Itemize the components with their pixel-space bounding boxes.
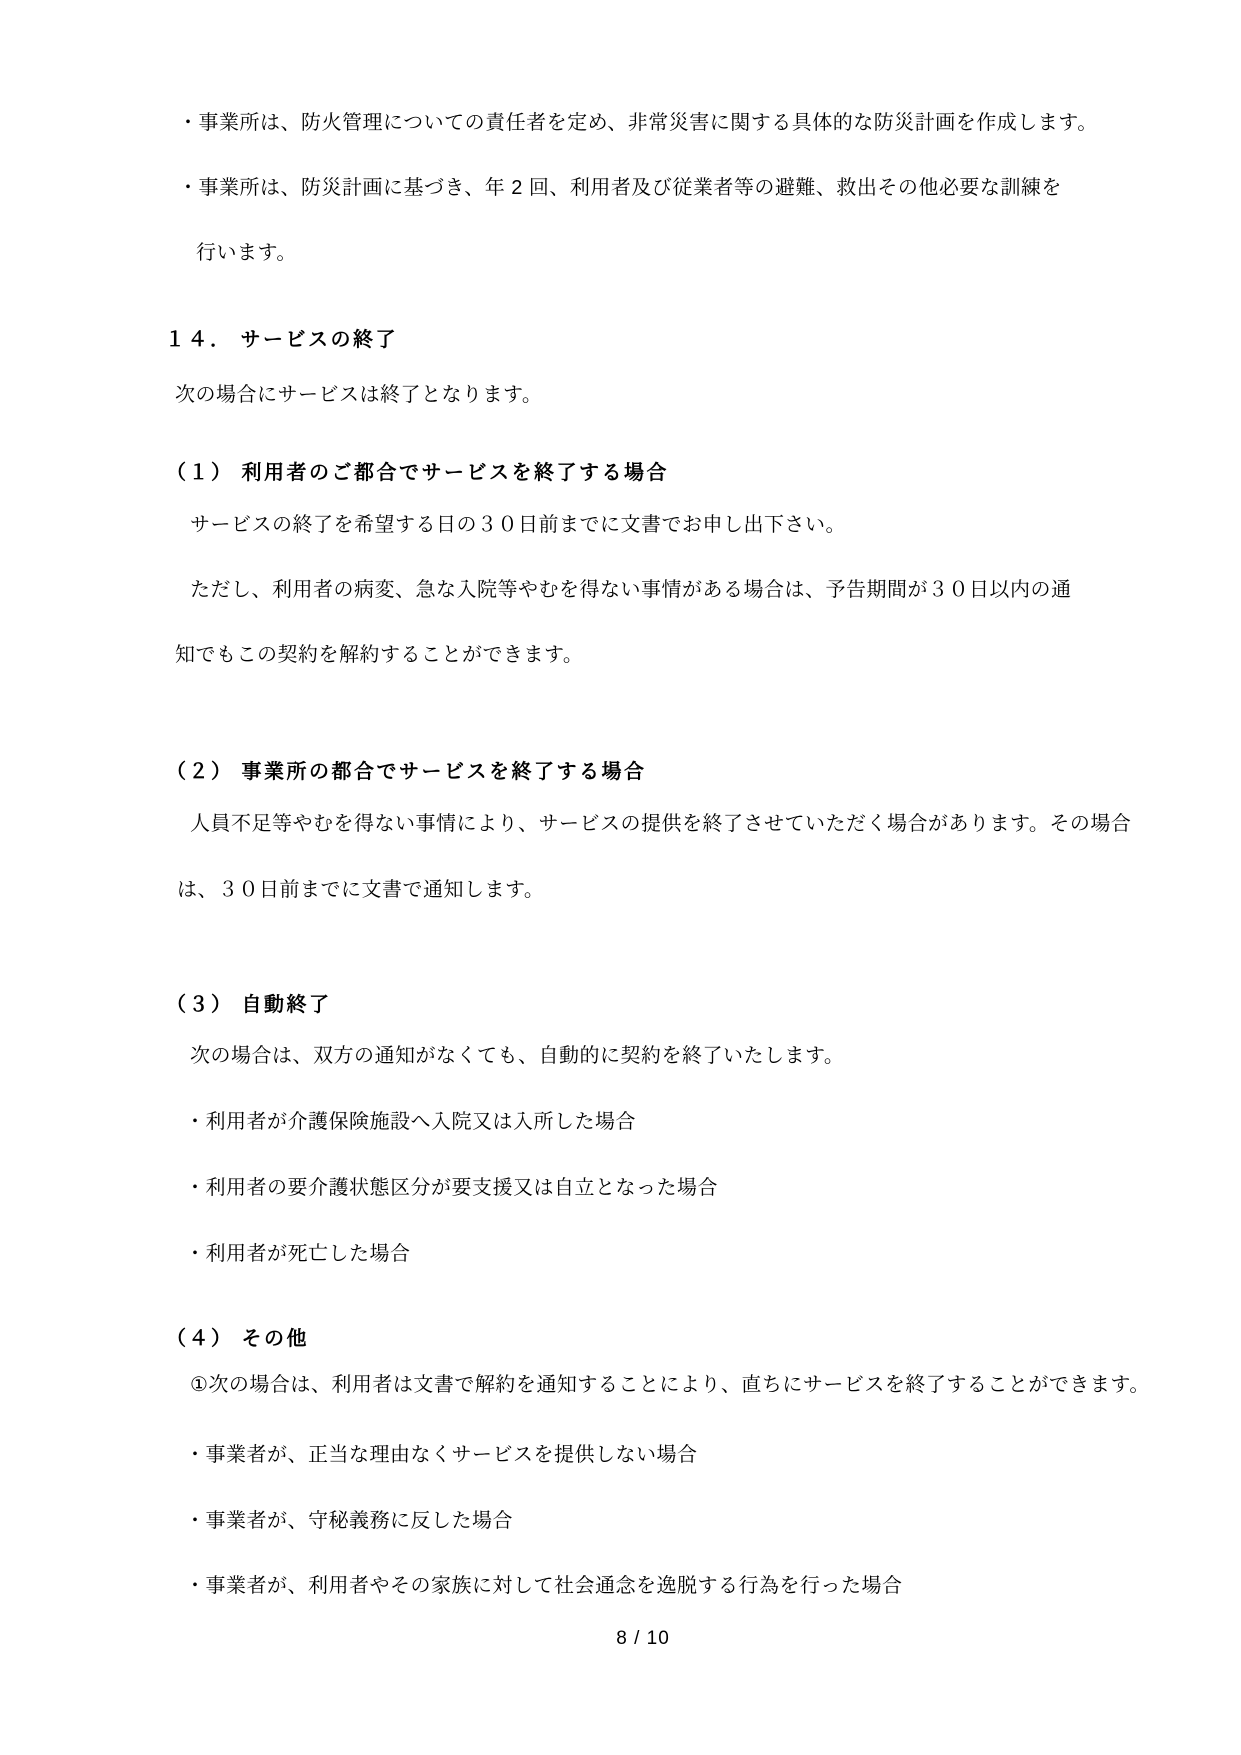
fire-safety-bullet-1: ・事業所は、防火管理についての責任者を定め、非常災害に関する具体的な防災計画を作成します。: [178, 112, 1098, 134]
clause-3-lead: 次の場合は、双方の通知がなくても、自動的に契約を終了いたします。: [190, 1045, 845, 1067]
section-14-heading: １４． サービスの終了: [165, 329, 399, 351]
clause-4-bullet-2: ・事業者が、守秘義務に反した場合: [185, 1510, 513, 1532]
clause-4-lead: ①次の場合は、利用者は文書で解約を通知することにより、直ちにサービスを終了することができます。: [190, 1374, 1150, 1396]
clause-3-heading: （３） 自動終了: [166, 994, 332, 1016]
page-number: 8 / 10: [616, 1628, 670, 1649]
clause-1-heading: （１） 利用者のご都合でサービスを終了する場合: [166, 462, 670, 484]
clause-2-heading: （２） 事業所の都合でサービスを終了する場合: [166, 761, 647, 783]
clause-1-line-3: 知でもこの契約を解約することができます。: [175, 644, 584, 666]
clause-4-heading: （４） その他: [166, 1328, 310, 1350]
clause-4-bullet-3: ・事業者が、利用者やその家族に対して社会通念を逸脱する行為を行った場合: [185, 1575, 903, 1597]
fire-safety-bullet-2-continuation: 行います。: [196, 242, 297, 264]
clause-3-bullet-1: ・利用者が介護保険施設へ入院又は入所した場合: [185, 1111, 636, 1133]
clause-2-line-2: は、３０日前までに文書で通知します。: [177, 879, 545, 901]
clause-3-bullet-3: ・利用者が死亡した場合: [185, 1243, 411, 1265]
clause-4-bullet-1: ・事業者が、正当な理由なくサービスを提供しない場合: [185, 1444, 698, 1466]
clause-1-line-1: サービスの終了を希望する日の３０日前までに文書でお申し出下さい。: [190, 514, 846, 536]
clause-1-line-2: ただし、利用者の病変、急な入院等やむを得ない事情がある場合は、予告期間が３０日以内の通: [190, 579, 1072, 601]
clause-2-line-1: 人員不足等やむを得ない事情により、サービスの提供を終了させていただく場合があります。その場合: [190, 813, 1132, 835]
clause-3-bullet-2: ・利用者の要介護状態区分が要支援又は自立となった場合: [185, 1177, 718, 1199]
section-14-lead: 次の場合にサービスは終了となります。: [175, 384, 543, 406]
fire-safety-bullet-2: ・事業所は、防災計画に基づき、年 2 回、利用者及び従業者等の避難、救出その他必要な訓練を: [178, 177, 1062, 199]
